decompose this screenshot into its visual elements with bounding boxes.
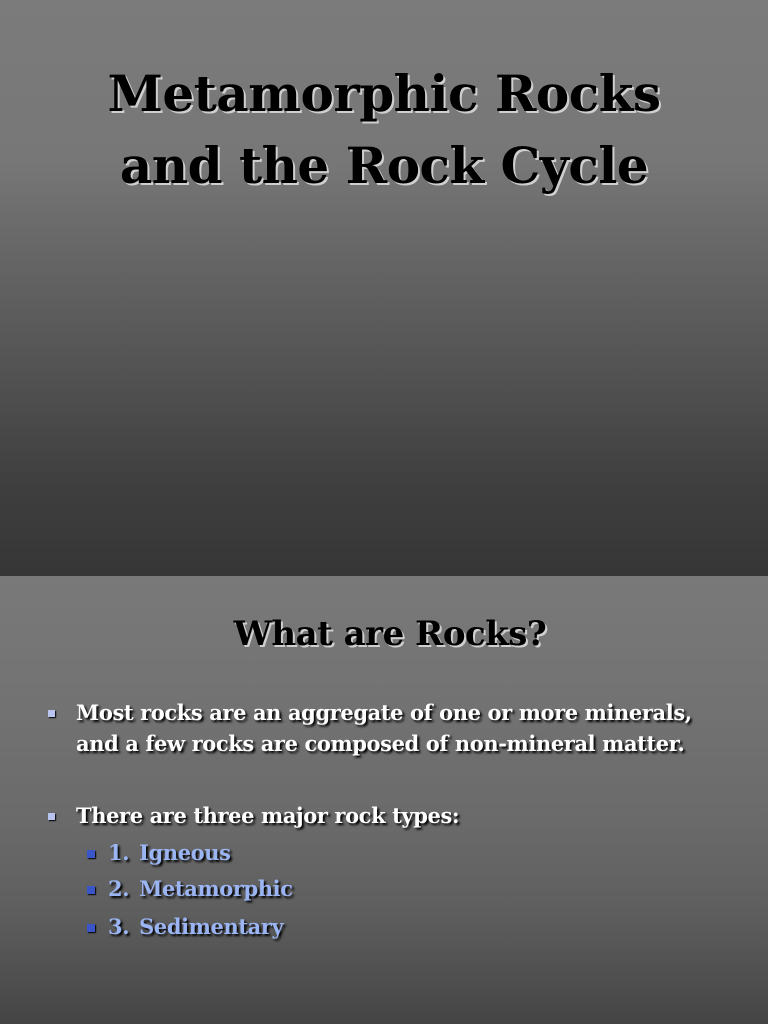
bullet-square-icon <box>48 813 55 820</box>
slide-heading: What are Rocks? <box>233 614 547 654</box>
content-slide <box>0 576 768 1024</box>
bullet-item-rock-types <box>76 800 716 831</box>
bullet-text-line: Most rocks are an aggregate of one or more minerals, <box>76 700 692 725</box>
rock-type-number: 1. <box>108 840 130 865</box>
slide-title <box>0 58 768 202</box>
rock-type-name: Igneous <box>139 840 231 865</box>
rock-type-name: Sedimentary <box>139 914 284 939</box>
rock-type-item <box>108 911 283 942</box>
bullet-text-line: There are three major rock types: <box>76 803 460 828</box>
rock-type-number: 3. <box>108 914 130 939</box>
rock-type-number: 2. <box>108 876 130 901</box>
sub-bullet-square-icon <box>87 886 95 894</box>
bullet-square-icon <box>48 710 55 717</box>
slide-title-line-2: and the Rock Cycle <box>119 136 649 195</box>
slide-title-line-1: Metamorphic Rocks <box>107 64 661 123</box>
rock-type-item <box>108 837 231 868</box>
rock-type-name: Metamorphic <box>139 876 293 901</box>
bullet-item-definition <box>76 697 716 759</box>
sub-bullet-square-icon <box>87 850 95 858</box>
sub-bullet-square-icon <box>87 924 95 932</box>
bullet-text-line: and a few rocks are composed of non-mineral matter. <box>76 731 685 756</box>
rock-type-item <box>108 873 293 904</box>
